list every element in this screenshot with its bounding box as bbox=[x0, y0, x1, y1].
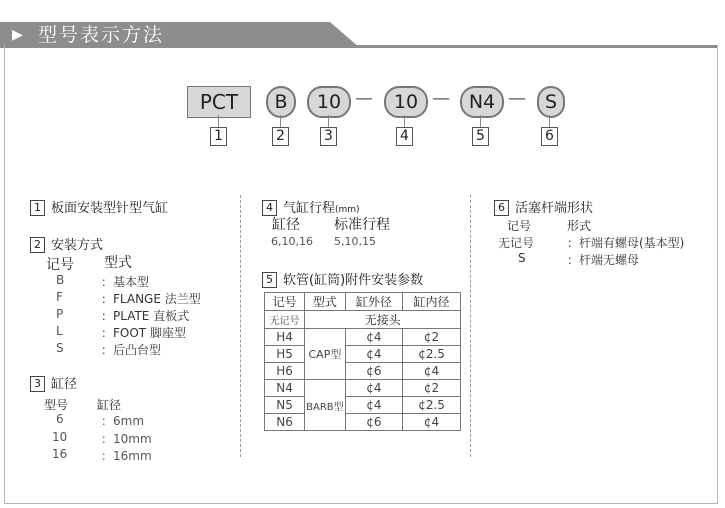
bore-value: ：16mm bbox=[101, 449, 152, 463]
column-header-type: 形式 bbox=[567, 219, 592, 233]
bore-value: ：6mm bbox=[101, 414, 145, 428]
marker-connector bbox=[280, 115, 281, 127]
table-row bbox=[265, 363, 461, 380]
mount-desc: ：FOOT 脚座型 bbox=[101, 326, 186, 340]
marker-6: 6 bbox=[541, 127, 558, 146]
row-symbol: H6 bbox=[265, 363, 305, 380]
section-6-heading bbox=[494, 197, 593, 216]
column-header-stroke: 标准行程 bbox=[334, 217, 390, 233]
outer-diameter: ¢4 bbox=[345, 329, 402, 346]
bore-value: ：10mm bbox=[101, 432, 152, 446]
outer-diameter: ¢4 bbox=[345, 346, 402, 363]
inner-diameter: ¢4 bbox=[403, 363, 461, 380]
mount-symbol: L bbox=[56, 324, 63, 338]
table-header-row bbox=[265, 293, 461, 311]
section-number: 3 bbox=[30, 376, 45, 392]
cap-type-cell: CAP型 bbox=[305, 329, 346, 380]
table-row bbox=[265, 397, 461, 414]
marker-connector bbox=[404, 115, 405, 127]
table-header: 缸内径 bbox=[403, 293, 461, 311]
inner-diameter: ¢2.5 bbox=[403, 346, 461, 363]
mount-symbol: B bbox=[56, 273, 65, 287]
section-title: 安装方式 bbox=[51, 238, 104, 253]
column-header-symbol: 记号 bbox=[507, 219, 532, 233]
column-divider bbox=[470, 195, 472, 457]
stroke-values: 5,10,15 bbox=[334, 235, 376, 248]
page-title: 型号表示方法 bbox=[38, 24, 165, 46]
column-header-model: 型号 bbox=[44, 398, 69, 412]
row-symbol: H5 bbox=[265, 346, 305, 363]
section-title: 活塞杆端形状 bbox=[515, 201, 594, 216]
section-number: 4 bbox=[262, 200, 277, 216]
connection-table bbox=[264, 292, 461, 431]
table-header: 型式 bbox=[305, 293, 346, 311]
table-header: 记号 bbox=[265, 293, 305, 311]
outer-diameter: ¢4 bbox=[345, 380, 402, 397]
outer-diameter: ¢6 bbox=[345, 414, 402, 431]
marker-2: 2 bbox=[272, 127, 289, 146]
inner-diameter: ¢4 bbox=[403, 414, 461, 431]
code-dash: — bbox=[508, 88, 526, 109]
section-title: 气缸行程 bbox=[283, 201, 336, 216]
marker-3: 3 bbox=[320, 127, 337, 146]
column-header-bore: 缸径 bbox=[272, 217, 300, 233]
table-row bbox=[265, 329, 461, 346]
mount-desc: ：PLATE 直板式 bbox=[101, 309, 190, 323]
row-symbol: H4 bbox=[265, 329, 305, 346]
section-title: 软管(缸筒)附件安装参数 bbox=[283, 273, 424, 288]
table-row bbox=[265, 311, 461, 329]
column-header-bore: 缸径 bbox=[97, 398, 122, 412]
code-stroke-pill: 10 bbox=[384, 86, 428, 118]
row-symbol: N4 bbox=[265, 380, 305, 397]
mount-symbol: S bbox=[56, 341, 64, 355]
section-1-heading bbox=[30, 197, 168, 216]
marker-1: 1 bbox=[210, 127, 227, 146]
rod-desc: ：杆端无螺母 bbox=[567, 253, 640, 267]
code-rod-pill: S bbox=[537, 86, 565, 118]
column-header-symbol: 记号 bbox=[46, 257, 74, 273]
code-mounting-pill: B bbox=[266, 86, 296, 118]
code-bore-pill: 10 bbox=[307, 86, 351, 118]
table-row bbox=[265, 380, 461, 397]
section-5-heading bbox=[262, 269, 423, 288]
mount-desc: ：基本型 bbox=[101, 275, 150, 289]
bore-model: 10 bbox=[52, 430, 68, 444]
section-number: 2 bbox=[30, 237, 45, 253]
outer-diameter: ¢4 bbox=[345, 397, 402, 414]
table-row bbox=[265, 346, 461, 363]
column-header-type: 型式 bbox=[104, 255, 132, 271]
inner-diameter: ¢2 bbox=[403, 329, 461, 346]
row-symbol: 无记号 bbox=[265, 311, 305, 329]
bore-values: 6,10,16 bbox=[271, 235, 313, 248]
marker-connector bbox=[218, 115, 219, 127]
marker-5: 5 bbox=[472, 127, 489, 146]
play-arrow-icon: ▶ bbox=[12, 27, 23, 43]
section-title: 缸径 bbox=[51, 377, 78, 392]
section-3-heading bbox=[30, 373, 77, 392]
mount-symbol: F bbox=[56, 290, 63, 304]
row-symbol: N5 bbox=[265, 397, 305, 414]
table-row bbox=[265, 414, 461, 431]
barb-type-cell: BARB型 bbox=[305, 380, 346, 431]
section-title: 板面安装型针型气缸 bbox=[51, 201, 169, 216]
mount-symbol: P bbox=[56, 307, 64, 321]
marker-connector bbox=[549, 115, 550, 127]
column-divider bbox=[240, 195, 242, 457]
marker-connector bbox=[480, 115, 481, 127]
section-number: 5 bbox=[262, 272, 277, 288]
code-prefix-box: PCT bbox=[187, 86, 251, 118]
rod-symbol: 无记号 bbox=[498, 236, 535, 250]
table-header: 缸外径 bbox=[345, 293, 402, 311]
rod-symbol: S bbox=[518, 251, 526, 265]
bore-model: 16 bbox=[52, 447, 68, 461]
marker-connector bbox=[328, 115, 329, 127]
code-dash: — bbox=[432, 88, 450, 109]
section-2-heading bbox=[30, 234, 103, 253]
code-dash: — bbox=[355, 88, 373, 109]
code-connection-pill: N4 bbox=[460, 86, 504, 118]
bore-model: 6 bbox=[56, 412, 64, 426]
row-symbol: N6 bbox=[265, 414, 305, 431]
rod-desc: ：杆端有螺母(基本型) bbox=[567, 236, 685, 250]
section-number: 6 bbox=[494, 200, 509, 216]
inner-diameter: ¢2.5 bbox=[403, 397, 461, 414]
inner-diameter: ¢2 bbox=[403, 380, 461, 397]
marker-4: 4 bbox=[396, 127, 413, 146]
no-connector-cell: 无接头 bbox=[305, 311, 461, 329]
mount-desc: ：后凸台型 bbox=[101, 343, 162, 357]
section-number: 1 bbox=[30, 200, 45, 216]
mount-desc: ：FLANGE 法兰型 bbox=[101, 292, 201, 306]
outer-diameter: ¢6 bbox=[345, 363, 402, 380]
unit-label: (mm) bbox=[335, 205, 360, 215]
